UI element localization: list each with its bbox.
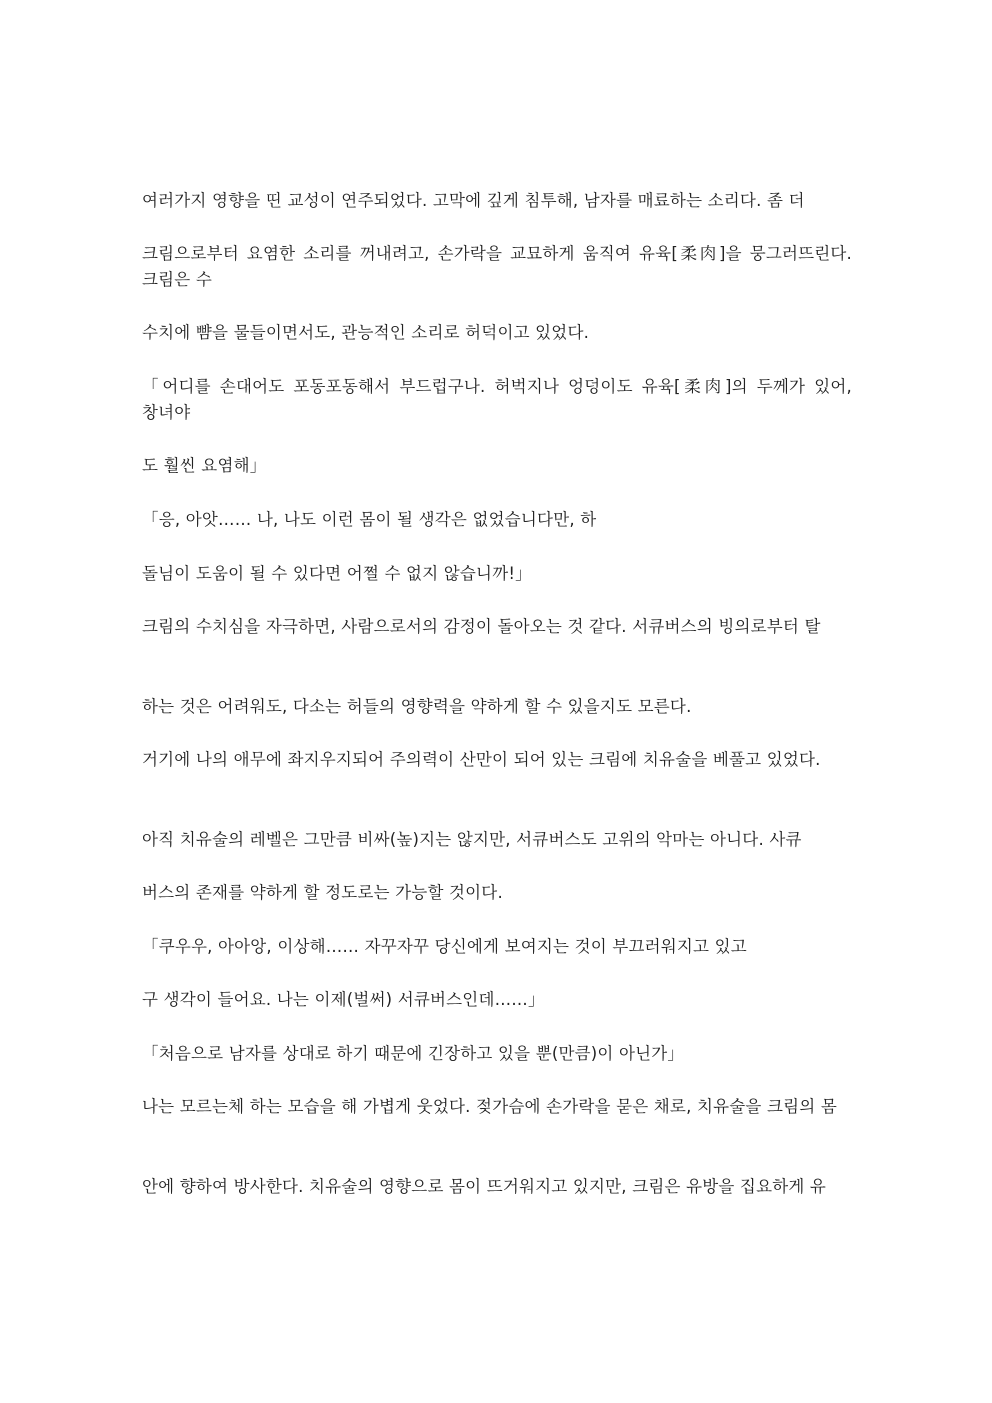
- paragraph-11: 아직 치유술의 레벨은 그만큼 비싸(높)지는 않지만, 서큐버스도 고위의 악마는 아니다. 사큐: [142, 830, 802, 849]
- paragraph-12: 버스의 존재를 약하게 할 정도로는 가능할 것이다.: [142, 883, 503, 902]
- paragraph-7: 돌님이 도움이 될 수 있다면 어쩔 수 없지 않습니까!」: [142, 564, 532, 583]
- paragraph-5: 도 훨씬 요염해」: [142, 456, 267, 475]
- paragraph-4: 「어디를 손대어도 포동포동해서 부드럽구나. 허벅지나 엉덩이도 유육[柔肉]의 두께가 있어, 창녀야: [142, 377, 852, 422]
- paragraph-17: 안에 향하여 방사한다. 치유술의 영향으로 몸이 뜨거워지고 있지만, 크림은 유방을 집요하게 유: [142, 1177, 827, 1196]
- paragraph-15: 「처음으로 남자를 상대로 하기 때문에 긴장하고 있을 뿐(만큼)이 아닌가」: [142, 1044, 685, 1063]
- paragraph-3: 수치에 뺨을 물들이면서도, 관능적인 소리로 허덕이고 있었다.: [142, 323, 590, 342]
- paragraph-16: 나는 모르는체 하는 모습을 해 가볍게 웃었다. 젖가슴에 손가락을 묻은 채로, 치유술을 크림의 몸: [142, 1097, 837, 1116]
- paragraph-14: 구 생각이 들어요. 나는 이제(벌써) 서큐버스인데……」: [142, 990, 545, 1009]
- paragraph-9: 하는 것은 어려워도, 다소는 허들의 영향력을 약하게 할 수 있을지도 모른다.: [142, 697, 692, 716]
- paragraph-10: 거기에 나의 애무에 좌지우지되어 주의력이 산만이 되어 있는 크림에 치유술을 베풀고 있었다.: [142, 750, 821, 769]
- paragraph-13: 「쿠우우, 아아앙, 이상해…… 자꾸자꾸 당신에게 보여지는 것이 부끄러워지고 있고: [142, 937, 747, 956]
- paragraph-1: 여러가지 영향을 띤 교성이 연주되었다. 고막에 깊게 침투해, 남자를 매료하는 소리다. 좀 더: [142, 191, 805, 210]
- paragraph-8: 크림의 수치심을 자극하면, 사람으로서의 감정이 돌아오는 것 같다. 서큐버스의 빙의로부터 탈: [142, 617, 821, 636]
- paragraph-2: 크림으로부터 요염한 소리를 꺼내려고, 손가락을 교묘하게 움직여 유육[柔肉]을 뭉그러뜨린다. 크림은 수: [142, 244, 852, 289]
- paragraph-6: 「응, 아앗…… 나, 나도 이런 몸이 될 생각은 없었습니다만, 하: [142, 510, 597, 529]
